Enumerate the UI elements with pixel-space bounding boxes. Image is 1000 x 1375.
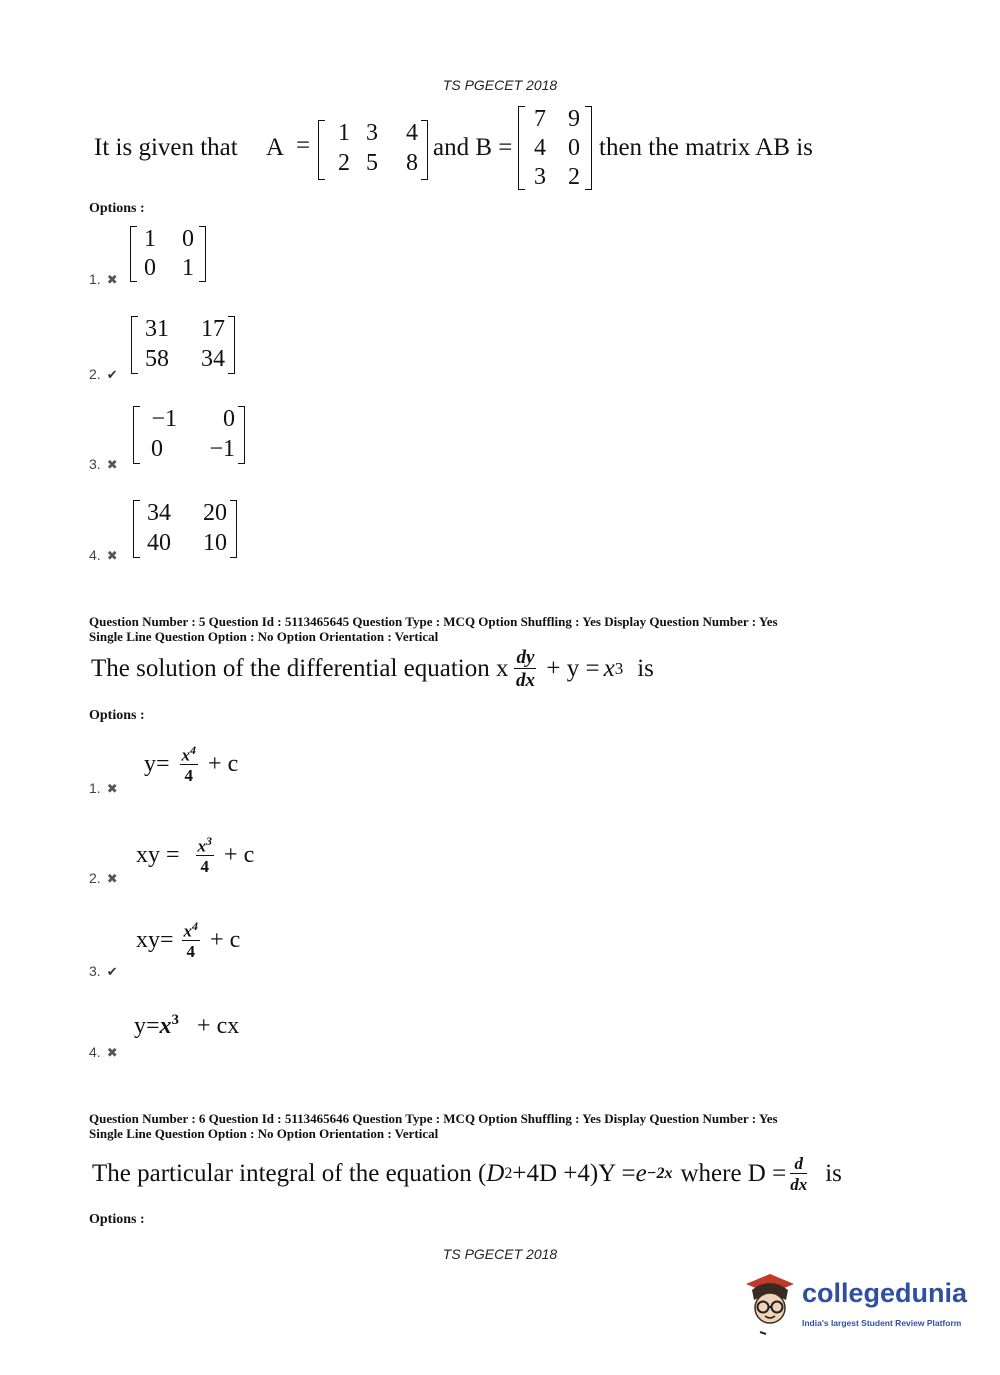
q6-stem-where: where D = — [680, 1160, 787, 1187]
q5-option-2-number — [89, 870, 118, 887]
matrix-cell: 4 — [534, 135, 546, 161]
fraction-denominator: 4 — [200, 857, 210, 877]
q4-option-4-matrix[interactable] — [133, 500, 237, 558]
q5-option-1-number — [89, 780, 118, 797]
matrix-cell: 1 — [144, 226, 156, 252]
fraction-numerator: dy — [516, 647, 535, 668]
option-number: 2. — [89, 366, 101, 382]
q5-stem-end: is — [637, 655, 654, 682]
fraction-variable: x — [197, 836, 207, 856]
fraction-exponent: 3 — [206, 833, 213, 848]
q5-exponent: 3 — [614, 659, 624, 678]
expression-tail: + cx — [197, 1013, 240, 1039]
q6-options-label: Options : — [89, 1212, 145, 1227]
q4-option-2-number — [89, 366, 118, 383]
check-icon: ✔ — [106, 367, 118, 382]
fraction-numerator: d — [790, 1155, 807, 1174]
q4-option-1-number — [89, 271, 118, 288]
q4-matrix-a — [318, 120, 428, 180]
q6-exponential-base: e — [635, 1160, 647, 1187]
q5-meta-line-2: Single Line Question Option : No Option Orientation : Vertical — [89, 629, 439, 644]
q6-stem-end: is — [825, 1160, 842, 1187]
fraction-denominator: dx — [790, 1175, 808, 1194]
fraction-exponent: 4 — [192, 918, 199, 933]
page-header: TS PGECET 2018 — [442, 77, 558, 93]
expression-tail: + c — [224, 841, 255, 868]
matrix-cell: 0 — [151, 436, 163, 462]
collegedunia-logo — [740, 1268, 970, 1340]
check-icon: ✔ — [106, 964, 118, 979]
matrix-cell: 4 — [406, 120, 418, 146]
matrix-cell: 31 — [145, 316, 169, 342]
expression-exponent: 3 — [171, 1012, 180, 1028]
fraction-numerator — [196, 835, 215, 857]
cross-icon: ✖ — [106, 781, 118, 796]
q4-option-4-number — [89, 547, 118, 564]
matrix-cell: 7 — [534, 106, 546, 132]
q5-meta-line-1: Question Number : 5 Question Id : 5113465645 Question Type : MCQ Option Shuffling : Yes Display Question Number : Yes — [89, 614, 778, 629]
q5-option-3-number — [89, 963, 118, 980]
matrix-cell: 0 — [568, 135, 580, 161]
matrix-cell: 8 — [406, 150, 418, 176]
option-number: 4. — [89, 547, 101, 563]
matrix-cell: 2 — [568, 164, 580, 190]
q5-stem-mid: + y = — [546, 655, 600, 682]
q5-option-4-expression[interactable] — [134, 1012, 239, 1040]
mascot-icon — [740, 1270, 800, 1338]
logo-tagline: India's largest Student Review Platform — [802, 1318, 962, 1328]
expression-tail: + c — [210, 926, 241, 953]
matrix-cell: 2 — [338, 150, 350, 176]
fraction-denominator: 4 — [184, 766, 194, 786]
matrix-cell: 10 — [203, 530, 227, 556]
option-number: 1. — [89, 271, 101, 287]
matrix-cell: 20 — [203, 500, 227, 526]
matrix-cell: 0 — [144, 255, 156, 281]
cross-icon: ✖ — [106, 548, 118, 563]
fraction-numerator — [180, 744, 199, 766]
matrix-cell: 0 — [223, 406, 235, 432]
fraction-exponent: 4 — [190, 742, 197, 757]
q4-matrix-a-label: A — [266, 134, 285, 161]
matrix-cell: 0 — [182, 226, 194, 252]
q6-meta-line-2: Single Line Question Option : No Option Orientation : Vertical — [89, 1126, 439, 1141]
q4-options-label: Options : — [89, 201, 145, 216]
q6-stem-text: The particular integral of the equation ( — [92, 1160, 487, 1187]
fraction-denominator: dx — [515, 670, 535, 691]
page-footer: TS PGECET 2018 — [442, 1246, 558, 1262]
option-number: 3. — [89, 456, 101, 472]
q4-stem-end: then the matrix AB is — [599, 134, 813, 161]
matrix-cell: 34 — [147, 500, 171, 526]
q6-stem-mid: +4D +4)Y = — [512, 1160, 636, 1187]
expression-lhs: y= — [144, 750, 170, 777]
matrix-cell: −1 — [209, 436, 235, 462]
q5-option-3-expression[interactable] — [136, 914, 240, 966]
cross-icon: ✖ — [106, 1045, 118, 1060]
matrix-cell: 5 — [366, 150, 378, 176]
q5-option-2-expression[interactable] — [136, 829, 254, 881]
q5-stem-text: The solution of the differential equation x — [91, 655, 509, 682]
q4-option-1-matrix[interactable] — [130, 226, 206, 282]
q5-variable: x — [603, 655, 615, 682]
expression-fraction — [196, 835, 215, 876]
q4-and-b: and B = — [433, 134, 513, 161]
expression-fraction — [180, 744, 199, 785]
q5-stem — [91, 646, 654, 692]
q5-options-label: Options : — [89, 708, 145, 723]
fraction-numerator — [182, 920, 201, 942]
cross-icon: ✖ — [106, 871, 118, 886]
q4-matrix-b — [518, 106, 592, 190]
q6-stem — [92, 1150, 842, 1198]
option-number: 1. — [89, 780, 101, 796]
expression-lhs: xy = — [136, 841, 180, 868]
option-number: 4. — [89, 1044, 101, 1060]
q4-equals: = — [296, 132, 311, 159]
q4-stem-intro: It is given that — [94, 134, 238, 161]
expression-fraction — [182, 920, 201, 961]
q6-operator-fraction — [790, 1155, 807, 1193]
q5-option-1-expression[interactable] — [144, 738, 238, 790]
matrix-cell: 58 — [145, 346, 169, 372]
matrix-cell: 9 — [568, 106, 580, 132]
expression-lhs: xy= — [136, 926, 174, 953]
expression-tail: + c — [208, 750, 239, 777]
q5-option-4-number — [89, 1044, 118, 1061]
cross-icon: ✖ — [106, 457, 118, 472]
matrix-cell: −1 — [151, 406, 177, 432]
matrix-cell: 3 — [366, 120, 378, 146]
q6-operator: D — [486, 1160, 505, 1187]
logo-brand: collegedunia — [802, 1278, 968, 1308]
q4-option-2-matrix[interactable] — [131, 316, 235, 374]
fraction-variable: x — [183, 921, 193, 941]
cross-icon: ✖ — [106, 272, 118, 287]
fraction-denominator: 4 — [186, 942, 196, 962]
matrix-cell: 34 — [201, 346, 225, 372]
fraction-variable: x — [181, 745, 191, 765]
expression-variable: x — [159, 1013, 172, 1039]
option-number: 2. — [89, 870, 101, 886]
matrix-cell: 1 — [338, 120, 350, 146]
option-number: 3. — [89, 963, 101, 979]
matrix-cell: 1 — [182, 255, 194, 281]
q6-meta-line-1: Question Number : 6 Question Id : 5113465646 Question Type : MCQ Option Shuffling : Yes Display Question Number : Yes — [89, 1111, 778, 1126]
expression-lhs: y= — [134, 1013, 160, 1039]
q5-derivative-fraction — [514, 648, 536, 690]
matrix-cell: 17 — [201, 316, 225, 342]
q6-exponential-power: −2x — [646, 1165, 673, 1182]
matrix-cell: 40 — [147, 530, 171, 556]
q6-operator-exponent: 2 — [504, 1165, 513, 1182]
q4-option-3-number — [89, 456, 118, 473]
matrix-cell: 3 — [534, 164, 546, 190]
q4-option-3-matrix[interactable] — [133, 406, 245, 464]
